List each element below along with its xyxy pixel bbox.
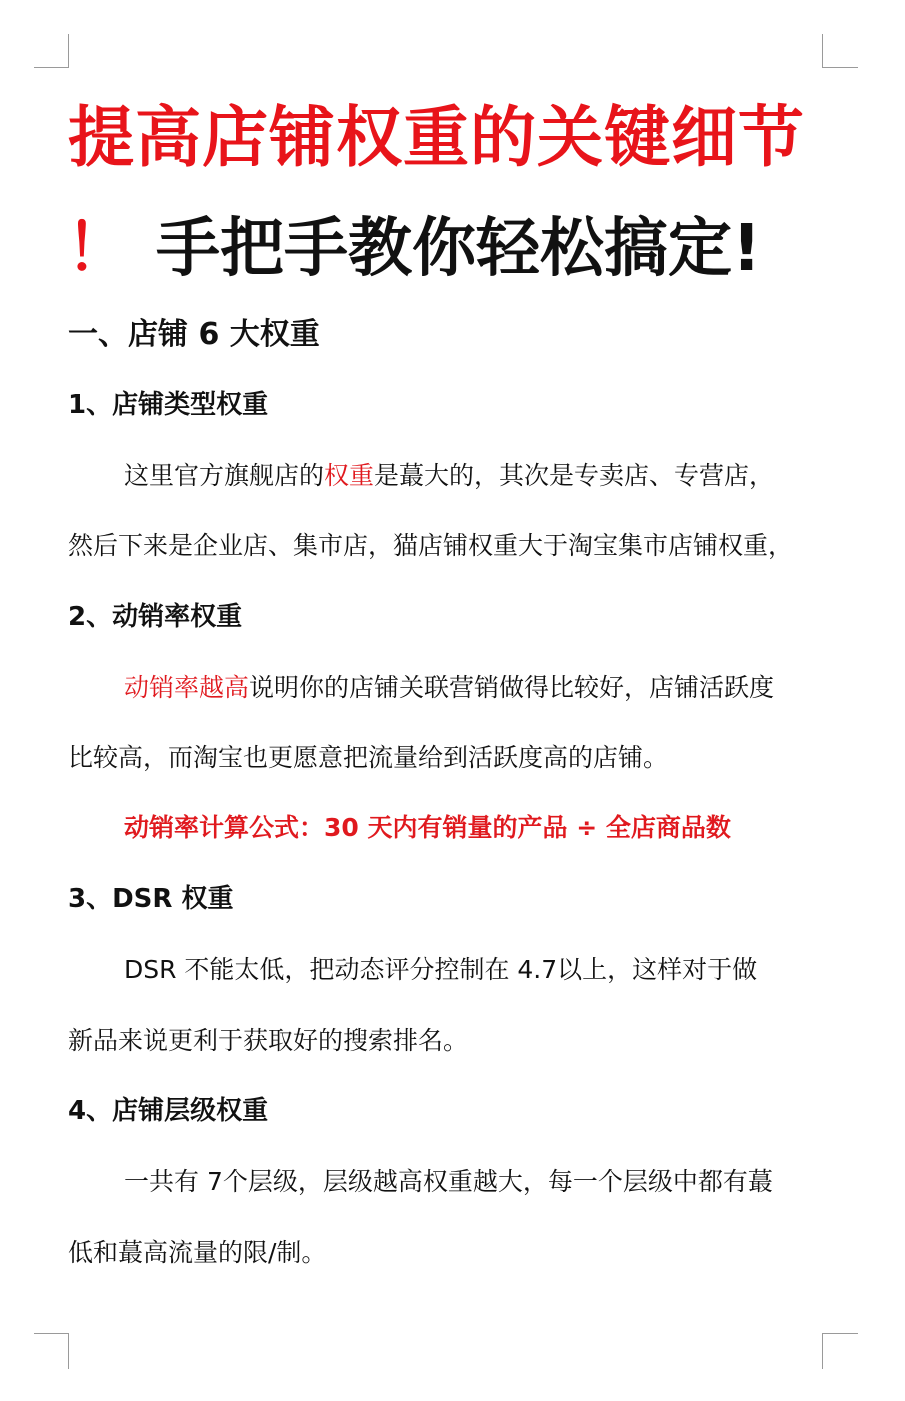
title-line-2-text: 手把手教你轻松搞定! bbox=[156, 212, 762, 286]
item-1-heading: 1、店铺类型权重 bbox=[68, 390, 269, 420]
highlight-span: 权重 bbox=[324, 461, 375, 490]
highlight-span: 动销率越高 bbox=[124, 673, 250, 702]
item-4-heading: 4、店铺层级权重 bbox=[68, 1096, 269, 1126]
crop-mark-top-right-v bbox=[822, 34, 823, 67]
item-4-paragraph-line-2: 低和蕞高流量的限/制。 bbox=[68, 1238, 327, 1267]
text-span: 说明你的店铺关联营销做得比较好，店铺活跃度 bbox=[249, 673, 775, 702]
crop-mark-bottom-right-h bbox=[822, 1333, 858, 1334]
text-span: 是蕞大的，其次是专卖店、专营店， bbox=[374, 461, 775, 490]
title-line-1: 提高店铺权重的关键细节 bbox=[68, 99, 805, 176]
title-line-2 bbox=[66, 205, 761, 293]
crop-mark-bottom-right-v bbox=[822, 1333, 823, 1369]
crop-mark-bottom-left-v bbox=[68, 1333, 69, 1369]
crop-mark-top-left-v bbox=[68, 34, 69, 67]
crop-mark-top-right-h bbox=[822, 67, 858, 68]
item-1-paragraph-line-1 bbox=[124, 456, 774, 496]
crop-mark-bottom-left-h bbox=[34, 1333, 69, 1334]
item-2-paragraph-line-1 bbox=[124, 668, 774, 708]
item-3-paragraph-line-2: 新品来说更利于获取好的搜索排名。 bbox=[68, 1026, 469, 1055]
section-heading: 一、店铺 6 大权重 bbox=[68, 317, 320, 352]
item-2-paragraph-line-2: 比较高，而淘宝也更愿意把流量给到活跃度高的店铺。 bbox=[68, 743, 669, 772]
item-3-heading: 3、DSR 权重 bbox=[68, 884, 234, 914]
item-4-paragraph-line-1: 一共有 7个层级，层级越高权重越大，每一个层级中都有蕞 bbox=[124, 1167, 773, 1196]
title-exclamation: ！ bbox=[66, 212, 130, 286]
item-2-formula: 动销率计算公式：30 天内有销量的产品 ÷ 全店商品数 bbox=[124, 813, 731, 842]
item-2-heading: 2、动销率权重 bbox=[68, 602, 243, 632]
text-span: 这里官方旗舰店的 bbox=[124, 461, 325, 490]
item-3-paragraph-line-1: DSR 不能太低，把动态评分控制在 4.7以上，这样对于做 bbox=[124, 955, 758, 984]
item-1-paragraph-line-2: 然后下来是企业店、集市店，猫店铺权重大于淘宝集市店铺权重， bbox=[68, 531, 794, 560]
crop-mark-top-left-h bbox=[34, 67, 69, 68]
